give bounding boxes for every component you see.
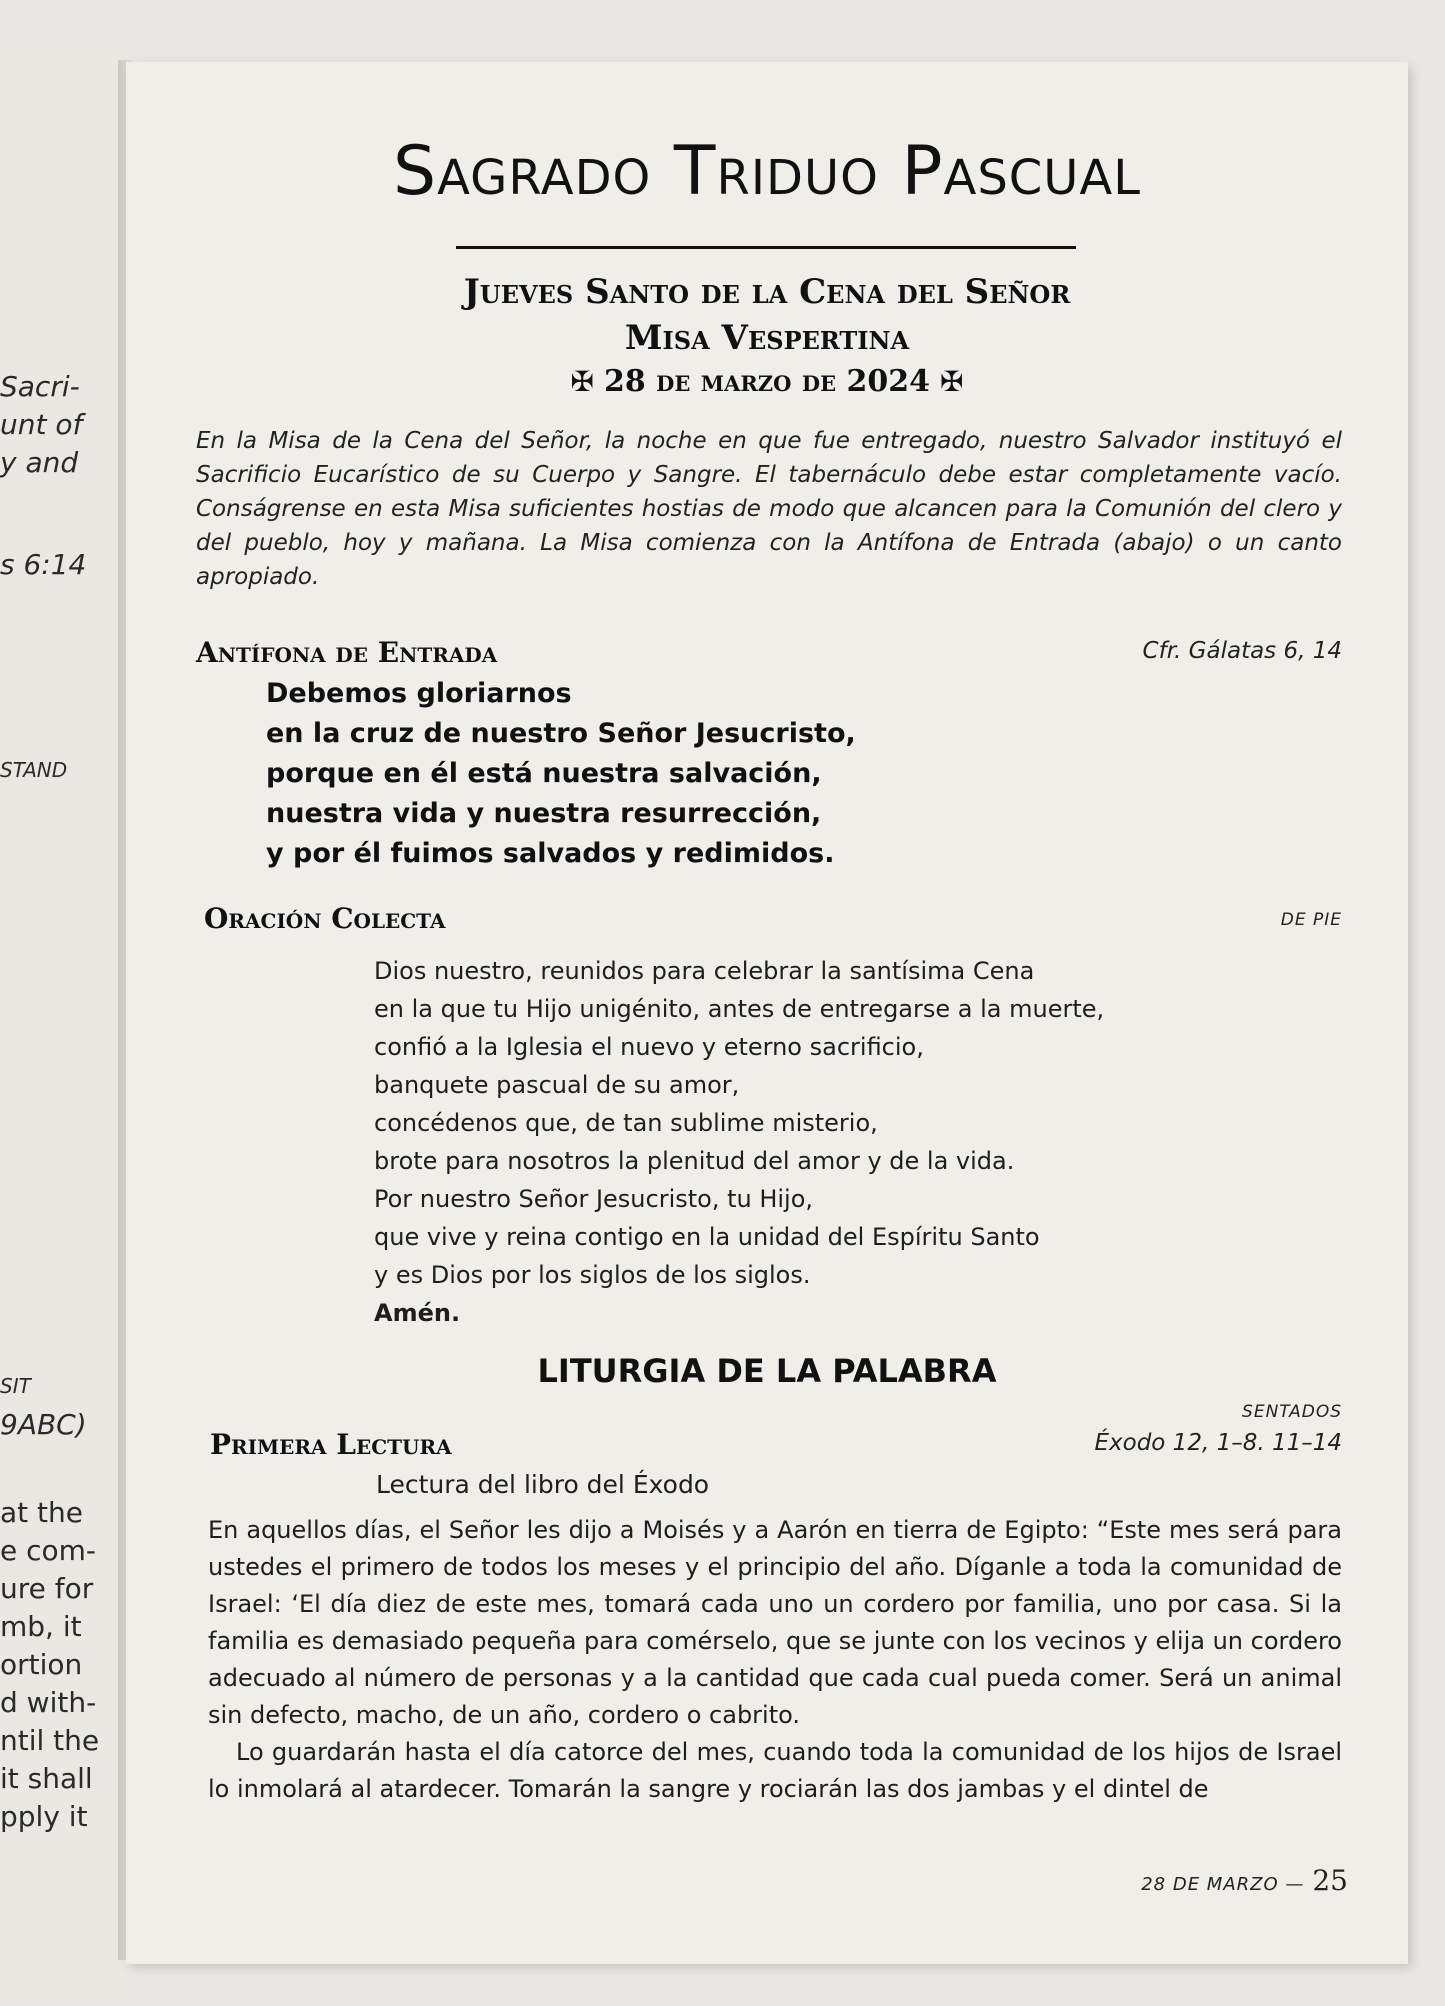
collect-rubric: DE PIE (1280, 910, 1342, 930)
facing-page-text: it shall (0, 1762, 93, 1795)
facing-page-rubric: SIT (0, 1374, 31, 1398)
reading-text (208, 1512, 1342, 1808)
antiphon-line: nuestra vida y nuestra resurrección, (266, 798, 822, 829)
page-title: Sagrado Triduo Pascual (392, 132, 1142, 211)
celebration-title: Jueves Santo de la Cena del Señor (463, 272, 1071, 312)
facing-page-text: at the (0, 1496, 83, 1529)
footer-date: 28 DE MARZO — (1141, 1874, 1305, 1895)
book-page (126, 62, 1408, 1964)
prayer-line: en la que tu Hijo unigénito, antes de entregarse a la muerte, (374, 995, 1105, 1023)
facing-page-text: 9ABC) (0, 1408, 87, 1441)
page-number: 25 (1312, 1864, 1348, 1897)
page-footer (1141, 1864, 1348, 1897)
facing-page-text: d with- (0, 1686, 97, 1719)
mass-title: Misa Vespertina (624, 318, 910, 358)
facing-page-text: ure for (0, 1572, 94, 1605)
facing-page-text: unt of (0, 408, 83, 441)
first-reading-heading: Primera Lectura (210, 1428, 452, 1461)
prayer-line: brote para nosotros la plenitud del amor y de la vida. (374, 1147, 1015, 1175)
facing-page-text: Sacri- (0, 370, 80, 403)
cross-icon: ✠ (940, 365, 964, 398)
facing-page-text: pply it (0, 1800, 88, 1833)
facing-page-text: mb, it (0, 1610, 82, 1643)
prayer-line: que vive y reina contigo en la unidad del Espíritu Santo (374, 1223, 1040, 1251)
liturgy-rubric: SENTADOS (1242, 1402, 1342, 1422)
facing-page-text: ntil the (0, 1724, 100, 1757)
facing-page-text: s 6:14 (0, 548, 87, 581)
prayer-line: Por nuestro Señor Jesucristo, tu Hijo, (374, 1185, 814, 1213)
antiphon-heading: Antífona de Entrada (196, 636, 498, 669)
reading-paragraph: En aquellos días, el Señor les dijo a Moisés y a Aarón en tierra de Egipto: “Este mes será para ustedes el primero de todos los meses y el principio del año. Díganle a toda la comunidad de Israel: ‘El día diez de este mes, tomará cada uno un cordero por familia, uno por casa. Si la familia es demasiado pequeña para comérselo, que se junte con los vecinos y elija un cordero adecuado al número de personas y a la cantidad que cada cual pueda comer. Será un animal sin defecto, macho, de un año, cordero o cabrito. (208, 1516, 1342, 1729)
reading-intro: Lectura del libro del Éxodo (376, 1470, 710, 1499)
antiphon-line: porque en él está nuestra salvación, (266, 758, 822, 789)
facing-page (0, 40, 128, 2000)
amen-response: Amén. (374, 1299, 461, 1327)
facing-page-text: ortion (0, 1648, 83, 1681)
liturgy-title: LITURGIA DE LA PALABRA (537, 1352, 997, 1390)
title-divider (456, 246, 1076, 249)
cross-icon: ✠ (570, 365, 594, 398)
collect-prayer (374, 952, 1174, 1332)
prayer-line: y es Dios por los siglos de los siglos. (374, 1261, 811, 1289)
first-reading-reference: Éxodo 12, 1–8. 11–14 (1094, 1430, 1342, 1456)
facing-page-rubric: STAND (0, 758, 68, 782)
date-line (126, 364, 1408, 399)
entrance-antiphon (266, 674, 966, 874)
prayer-line: Dios nuestro, reunidos para celebrar la santísima Cena (374, 957, 1035, 985)
celebration-date: 28 de marzo de 2024 (603, 364, 931, 399)
antiphon-line: en la cruz de nuestro Señor Jesucristo, (266, 718, 856, 749)
collect-heading: Oración Colecta (204, 902, 446, 935)
intro-rubric: En la Misa de la Cena del Señor, la noche en que fue entregado, nuestro Salvador instituyó el Sacrificio Eucarístico de su Cuerpo y Sangre. El tabernáculo debe estar completamente vacío. Conságrense en esta Misa suficientes hostias de modo que alcancen para la Comunión del clero y del pueblo, hoy y mañana. La Misa comienza con la Antífona de Entrada (abajo) o un canto apropiado. (196, 428, 1342, 590)
prayer-line: banquete pascual de su amor, (374, 1071, 740, 1099)
prayer-line: confió a la Iglesia el nuevo y eterno sacrificio, (374, 1033, 924, 1061)
reading-paragraph: Lo guardarán hasta el día catorce del mes, cuando toda la comunidad de los hijos de Israel lo inmolará al atardecer. Tomarán la sangre y rociarán las dos jambas y el dintel de (208, 1738, 1342, 1803)
antiphon-reference: Cfr. Gálatas 6, 14 (1142, 638, 1342, 664)
antiphon-line: y por él fuimos salvados y redimidos. (266, 838, 835, 869)
prayer-line: concédenos que, de tan sublime misterio, (374, 1109, 878, 1137)
antiphon-line: Debemos gloriarnos (266, 678, 572, 709)
facing-page-text: y and (0, 446, 79, 479)
facing-page-text: e com- (0, 1534, 97, 1567)
